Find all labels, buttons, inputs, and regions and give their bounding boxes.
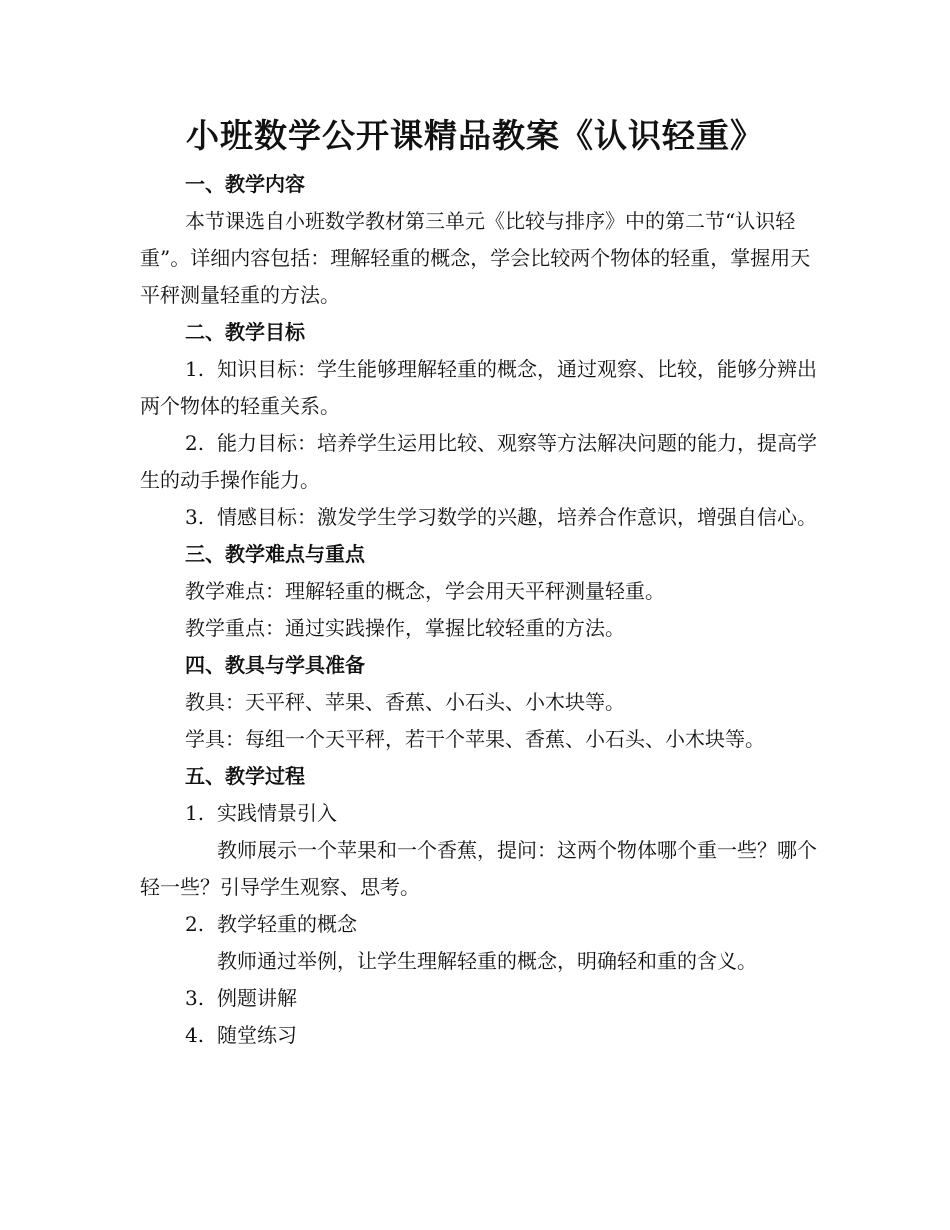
goal-number: 3. — [185, 505, 205, 529]
step-number: 2. — [185, 912, 205, 936]
section-heading-key-points: 三、教学难点与重点 — [185, 542, 365, 566]
document-title: 小班数学公开课精品教案《认识轻重》 — [186, 116, 764, 155]
step-detail: 教师通过举例，让学生理解轻重的概念，明确轻和重的含义。 — [217, 949, 757, 973]
step-number: 3. — [185, 986, 205, 1010]
section-heading-content: 一、教学内容 — [185, 172, 305, 196]
step-label: 随堂练习 — [217, 1023, 297, 1047]
process-step — [140, 906, 820, 943]
key-point-line: 教学难点：理解轻重的概念，学会用天平秤测量轻重。 — [185, 579, 665, 603]
goal-text: 知识目标：学生能够理解轻重的概念，通过观察、比较，能够分辨出两个物体的轻重关系。 — [140, 357, 817, 418]
step-label: 实践情景引入 — [217, 801, 337, 825]
goal-number: 1. — [185, 357, 205, 381]
materials-line: 学具：每组一个天平秤，若干个苹果、香蕉、小石头、小木块等。 — [185, 727, 765, 751]
process-step — [140, 795, 820, 832]
goal-item — [140, 499, 820, 536]
goal-text: 能力目标：培养学生运用比较、观察等方法解决问题的能力，提高学生的动手操作能力。 — [140, 431, 817, 492]
process-step — [140, 1017, 820, 1054]
process-step — [140, 980, 820, 1017]
document-body — [140, 166, 820, 1054]
materials-line: 教具：天平秤、苹果、香蕉、小石头、小木块等。 — [185, 690, 625, 714]
section-paragraph: 本节课选自小班数学教材第三单元《比较与排序》中的第二节“认识轻重”。详细内容包括：理解轻重的概念，学会比较两个物体的轻重，掌握用天平秤测量轻重的方法。 — [140, 209, 811, 307]
step-number: 1. — [185, 801, 205, 825]
goal-item — [140, 425, 820, 499]
step-label: 例题讲解 — [217, 986, 297, 1010]
step-detail: 教师展示一个苹果和一个香蕉，提问：这两个物体哪个重一些？哪个轻一些？引导学生观察、思考。 — [140, 838, 817, 899]
step-label: 教学轻重的概念 — [217, 912, 357, 936]
goal-item — [140, 351, 820, 425]
step-number: 4. — [185, 1023, 205, 1047]
goal-number: 2. — [185, 431, 205, 455]
section-heading-process: 五、教学过程 — [185, 764, 305, 788]
key-point-line: 教学重点：通过实践操作，掌握比较轻重的方法。 — [185, 616, 625, 640]
section-heading-materials: 四、教具与学具准备 — [185, 653, 365, 677]
section-heading-goals: 二、教学目标 — [185, 320, 305, 344]
goal-text: 情感目标：激发学生学习数学的兴趣，培养合作意识，增强自信心。 — [217, 505, 817, 529]
